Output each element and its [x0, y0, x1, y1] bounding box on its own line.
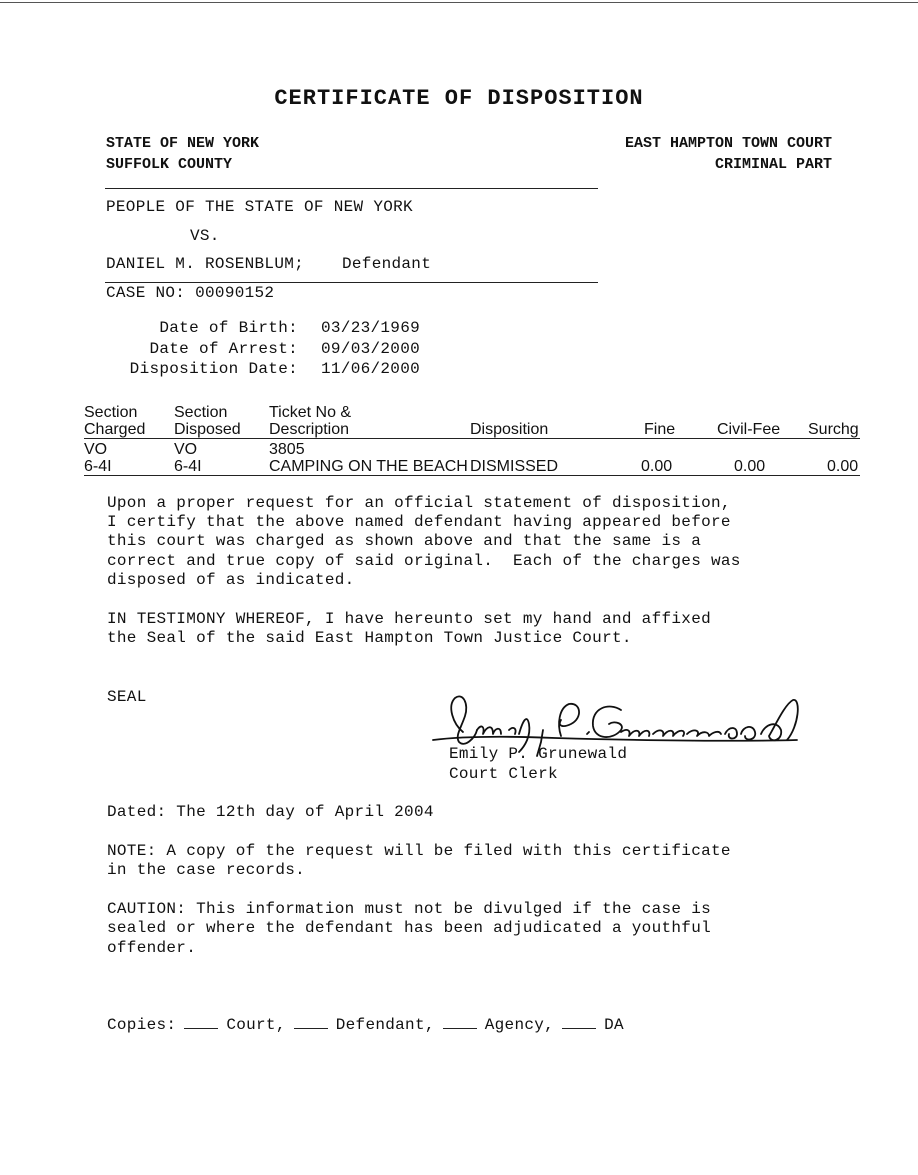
- people-line: PEOPLE OF THE STATE OF NEW YORK: [106, 198, 413, 216]
- scan-edge-line: [0, 2, 918, 3]
- court-heading: EAST HAMPTON TOWN COURT: [624, 135, 832, 152]
- copies-label: Copies:: [107, 1016, 177, 1034]
- row-description: CAMPING ON THE BEACH: [269, 458, 468, 475]
- certification-line-5: disposed of as indicated.: [107, 571, 355, 589]
- copies-defendant: Defendant,: [335, 1016, 435, 1034]
- birth-date-value: 03/23/1969: [321, 319, 421, 337]
- header-section-disposed-1: Section: [174, 404, 228, 421]
- copies-line: [107, 1016, 624, 1036]
- caution-line-2: sealed or where the defendant has been adjudicated a youthful: [107, 919, 711, 937]
- table-bottom-rule: [84, 475, 860, 476]
- row-section-disposed-2: 6-4I: [174, 458, 202, 475]
- defendant-label: Defendant: [342, 255, 432, 273]
- header-surchg: Surchg: [808, 421, 859, 438]
- dated-line: Dated: The 12th day of April 2004: [107, 803, 434, 821]
- caption-bottom-rule: [105, 282, 598, 283]
- header-disposition: Disposition: [470, 421, 549, 438]
- row-section-charged-2: 6-4I: [84, 458, 112, 475]
- note-line-2: in the case records.: [107, 861, 306, 879]
- row-section-disposed-1: VO: [174, 441, 198, 458]
- certification-line-4: correct and true copy of said original. Each of the charges was: [107, 552, 741, 570]
- county-heading: SUFFOLK COUNTY: [106, 156, 233, 173]
- copies-court: Court,: [226, 1016, 286, 1034]
- defendant-copy-blank: [294, 1027, 328, 1029]
- header-ticket-1: Ticket No &: [269, 404, 352, 421]
- versus-line: VS.: [190, 227, 220, 245]
- arrest-date-label: Date of Arrest:: [149, 340, 298, 358]
- testimony-line-2: the Seal of the said East Hampton Town Justice Court.: [107, 629, 632, 647]
- row-civil-fee: 0.00: [734, 458, 766, 475]
- state-heading: STATE OF NEW YORK: [106, 135, 260, 152]
- note-line-1: NOTE: A copy of the request will be filed with this certificate: [107, 842, 731, 860]
- testimony-line-1: IN TESTIMONY WHEREOF, I have hereunto set my hand and affixed: [107, 610, 711, 628]
- disposition-date-value: 11/06/2000: [321, 360, 421, 378]
- header-civil-fee: Civil-Fee: [717, 421, 781, 438]
- clerk-name: Emily P. Grunewald: [449, 745, 628, 763]
- document-title: CERTIFICATE OF DISPOSITION: [274, 86, 644, 111]
- table-header-rule: [84, 438, 860, 439]
- caution-line-1: CAUTION: This information must not be divulged if the case is: [107, 900, 711, 918]
- header-section-charged-1: Section: [84, 404, 138, 421]
- header-section-charged-2: Charged: [84, 421, 146, 438]
- court-copy-blank: [184, 1027, 218, 1029]
- da-copy-blank: [562, 1027, 596, 1029]
- agency-copy-blank: [443, 1027, 477, 1029]
- row-disposition: DISMISSED: [470, 458, 559, 475]
- case-number: CASE NO: 00090152: [106, 284, 275, 302]
- part-heading: CRIMINAL PART: [714, 156, 832, 173]
- certification-line-1: Upon a proper request for an official statement of disposition,: [107, 494, 731, 512]
- clerk-title: Court Clerk: [449, 765, 558, 783]
- birth-date-label: Date of Birth:: [159, 319, 298, 337]
- certification-line-2: I certify that the above named defendant having appeared before: [107, 513, 731, 531]
- certification-line-3: this court was charged as shown above and that the same is a: [107, 532, 702, 550]
- defendant-name: DANIEL M. ROSENBLUM;: [106, 255, 305, 273]
- caution-line-3: offender.: [107, 939, 197, 957]
- caption-top-rule: [105, 188, 598, 189]
- copies-agency: Agency,: [484, 1016, 555, 1034]
- row-ticket-no: 3805: [269, 441, 305, 458]
- copies-da: DA: [604, 1016, 624, 1034]
- row-surchg: 0.00: [827, 458, 859, 475]
- header-section-disposed-2: Disposed: [174, 421, 241, 438]
- header-ticket-2: Description: [269, 421, 350, 438]
- header-fine: Fine: [644, 421, 676, 438]
- arrest-date-value: 09/03/2000: [321, 340, 421, 358]
- row-fine: 0.00: [641, 458, 673, 475]
- disposition-date-label: Disposition Date:: [129, 360, 298, 378]
- row-section-charged-1: VO: [84, 441, 108, 458]
- seal-label: SEAL: [107, 688, 147, 706]
